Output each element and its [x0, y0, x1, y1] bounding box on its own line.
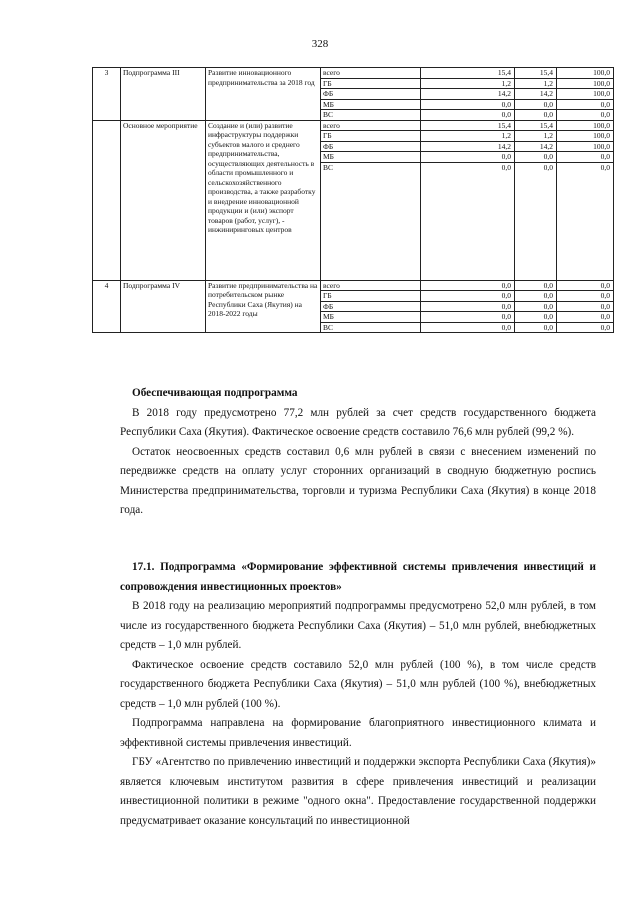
row-number: 4: [93, 280, 121, 333]
source-cell: всего: [321, 280, 421, 291]
value-cell: 0,0: [421, 301, 515, 312]
value-cell: 1,2: [515, 131, 557, 142]
value-cell: 0,0: [515, 291, 557, 302]
percent-cell: 0,0: [557, 312, 614, 323]
value-cell: 14,2: [421, 141, 515, 152]
source-cell: ВС: [321, 162, 421, 280]
value-cell: 0,0: [515, 280, 557, 291]
source-cell: всего: [321, 68, 421, 79]
value-cell: 0,0: [421, 322, 515, 333]
table-row: [93, 280, 614, 291]
value-cell: 0,0: [421, 110, 515, 121]
source-cell: МБ: [321, 312, 421, 323]
value-cell: 0,0: [515, 301, 557, 312]
value-cell: 15,4: [421, 68, 515, 79]
value-cell: 0,0: [421, 291, 515, 302]
percent-cell: 100,0: [557, 131, 614, 142]
program-cell: Подпрограмма III: [121, 68, 206, 121]
paragraph: Фактическое освоение средств составило 52,0 млн рублей (100 %), в том числе средств государственного бюджета Республики Саха (Якутия) – 51,0 млн рублей (100 %), внебюджетных средств – 1,0 млн рублей (100 %).: [120, 658, 596, 710]
value-cell: 1,2: [421, 131, 515, 142]
percent-cell: 0,0: [557, 322, 614, 333]
source-cell: ФБ: [321, 89, 421, 100]
source-cell: ГБ: [321, 131, 421, 142]
table-row: [93, 120, 614, 131]
program-cell: Основное мероприятие: [121, 120, 206, 280]
value-cell: 14,2: [421, 89, 515, 100]
budget-table-body: [93, 68, 614, 333]
value-cell: 15,4: [515, 68, 557, 79]
value-cell: 0,0: [421, 152, 515, 163]
source-cell: ВС: [321, 110, 421, 121]
percent-cell: 0,0: [557, 162, 614, 280]
value-cell: 0,0: [515, 312, 557, 323]
value-cell: 0,0: [515, 152, 557, 163]
source-cell: ГБ: [321, 291, 421, 302]
source-cell: ФБ: [321, 301, 421, 312]
source-cell: ГБ: [321, 78, 421, 89]
value-cell: 0,0: [515, 99, 557, 110]
source-cell: ФБ: [321, 141, 421, 152]
row-number: 3: [93, 68, 121, 121]
percent-cell: 0,0: [557, 301, 614, 312]
value-cell: 0,0: [515, 322, 557, 333]
percent-cell: 100,0: [557, 78, 614, 89]
source-cell: всего: [321, 120, 421, 131]
paragraph: В 2018 году на реализацию мероприятий подпрограммы предусмотрено 52,0 млн рублей, в том числе из государственного бюджета Республики Саха (Якутия) – 51,0 млн рублей, внебюджетных средств – 1,0 млн рублей.: [120, 600, 596, 651]
percent-cell: 0,0: [557, 291, 614, 302]
percent-cell: 0,0: [557, 152, 614, 163]
program-name-cell: Развитие инновационного предпринимательства за 2018 год: [206, 68, 321, 121]
section-heading: Обеспечивающая подпрограмма: [132, 387, 298, 399]
value-cell: 15,4: [515, 120, 557, 131]
budget-table: [92, 67, 614, 333]
percent-cell: 100,0: [557, 141, 614, 152]
section-supporting-subprogram: [120, 384, 596, 521]
page-number: 328: [311, 38, 329, 50]
percent-cell: 100,0: [557, 89, 614, 100]
percent-cell: 0,0: [557, 110, 614, 121]
value-cell: 0,0: [421, 162, 515, 280]
source-cell: МБ: [321, 99, 421, 110]
source-cell: МБ: [321, 152, 421, 163]
value-cell: 1,2: [421, 78, 515, 89]
value-cell: 0,0: [421, 280, 515, 291]
row-number: [93, 120, 121, 280]
percent-cell: 0,0: [557, 99, 614, 110]
program-name-cell: Создание и (или) развитие инфраструктуры поддержки субъектов малого и среднего предпринимательства, осуществляющих деятельность в области промышленного и сельскохозяйственного производства, а также разработку и внедрение инновационной продукции и (или) экспорт товаров (работ, услуг), - инжиниринговых центров: [206, 120, 321, 280]
program-name-cell: Развитие предпринимательства на потребительском рынке Республики Саха (Якутия) на 2018-2022 годы: [206, 280, 321, 333]
paragraph: В 2018 году предусмотрено 77,2 млн рублей за счет средств государственного бюджета Республики Саха (Якутия). Фактическое освоение средств составило 76,6 млн рублей (99,2 %).: [120, 406, 596, 438]
value-cell: 0,0: [515, 110, 557, 121]
value-cell: 1,2: [515, 78, 557, 89]
value-cell: 15,4: [421, 120, 515, 131]
value-cell: 14,2: [515, 141, 557, 152]
percent-cell: 100,0: [557, 68, 614, 79]
section-investment-subprogram: [120, 558, 596, 831]
value-cell: 14,2: [515, 89, 557, 100]
table-row: [93, 68, 614, 79]
value-cell: 0,0: [421, 99, 515, 110]
paragraph: Подпрограмма направлена на формирование благоприятного инвестиционного климата и эффективной системы привлечения инвестиций.: [120, 717, 596, 749]
value-cell: 0,0: [421, 312, 515, 323]
paragraph: Остаток неосвоенных средств составил 0,6 млн рублей в связи с внесением изменений по передвижке средств на оплату услуг сторонних организаций в сводную бюджетную роспись Министерства предпринимательства, торговли и туризма Республики Саха (Якутия) в конце 2018 года.: [120, 445, 596, 516]
paragraph: ГБУ «Агентство по привлечению инвестиций и поддержки экспорта Республики Саха (Якутия)» является ключевым институтом развития в сфере привлечения инвестиций и реализации инвестиционной политики в режиме "одного окна". Предоставление государственной поддержки предусматривает оказание консультаций по инвестиционной: [120, 756, 596, 827]
source-cell: ВС: [321, 322, 421, 333]
program-cell: Подпрограмма IV: [121, 280, 206, 333]
percent-cell: 100,0: [557, 120, 614, 131]
section-heading: 17.1. Подпрограмма «Формирование эффективной системы привлечения инвестиций и сопровождения инвестиционных проектов»: [120, 561, 596, 593]
value-cell: 0,0: [515, 162, 557, 280]
percent-cell: 0,0: [557, 280, 614, 291]
